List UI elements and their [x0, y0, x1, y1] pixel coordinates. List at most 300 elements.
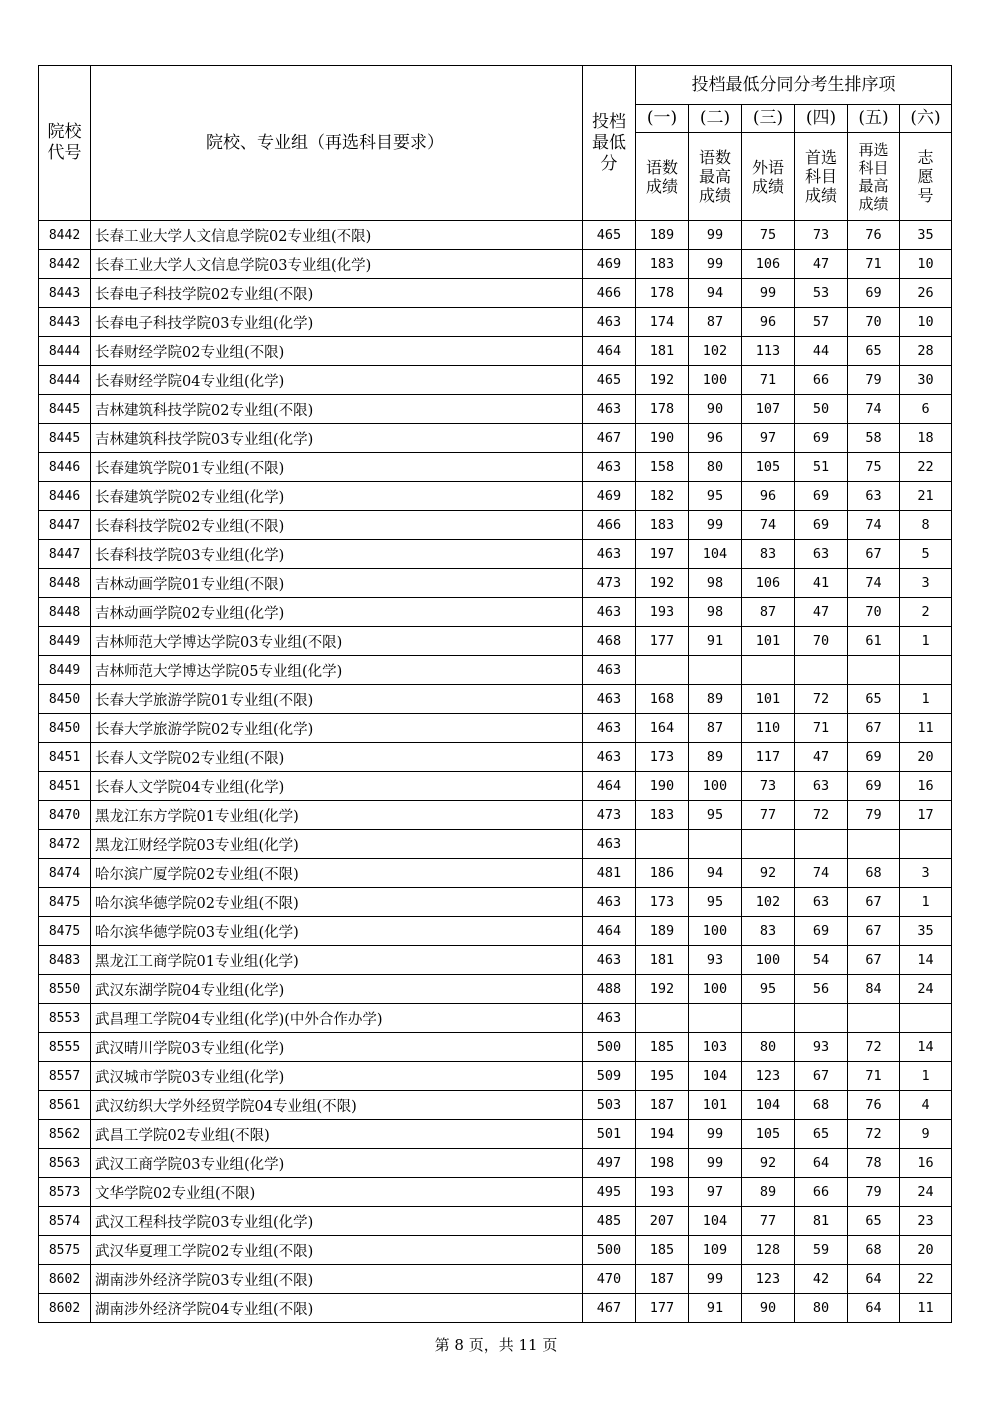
cell-chinese-math-score: 181: [636, 337, 689, 366]
table-row: [39, 511, 952, 540]
cell-foreign-language-score: 128: [742, 1236, 795, 1265]
cell-first-subject-score: 56: [795, 975, 848, 1004]
cell-school-code: 8550: [39, 975, 91, 1004]
cell-school-group: 长春财经学院04专业组(化学): [91, 366, 583, 395]
cell-foreign-language-score: [742, 1004, 795, 1033]
cell-chinese-math-score: 183: [636, 250, 689, 279]
cell-foreign-language-score: 92: [742, 1149, 795, 1178]
cell-chinese-math-max: 99: [689, 1149, 742, 1178]
cell-chinese-math-max: 94: [689, 859, 742, 888]
table-row: [39, 395, 952, 424]
cell-second-subject-max: 74: [848, 569, 900, 598]
cell-preference-number: [900, 830, 952, 859]
cell-chinese-math-score: 183: [636, 801, 689, 830]
cell-min-score: 465: [583, 221, 636, 250]
cell-second-subject-max: 67: [848, 917, 900, 946]
cell-first-subject-score: 72: [795, 801, 848, 830]
cell-school-group: 长春大学旅游学院01专业组(不限): [91, 685, 583, 714]
cell-preference-number: 1: [900, 888, 952, 917]
cell-chinese-math-max: 90: [689, 395, 742, 424]
cell-min-score: 468: [583, 627, 636, 656]
cell-school-code: 8574: [39, 1207, 91, 1236]
cell-foreign-language-score: [742, 656, 795, 685]
cell-preference-number: 2: [900, 598, 952, 627]
cell-school-code: 8561: [39, 1091, 91, 1120]
cell-foreign-language-score: 117: [742, 743, 795, 772]
table-row: [39, 453, 952, 482]
table-row: [39, 569, 952, 598]
cell-school-code: 8448: [39, 598, 91, 627]
cell-chinese-math-score: 182: [636, 482, 689, 511]
cell-chinese-math-max: [689, 830, 742, 859]
cell-school-group: 吉林建筑科技学院02专业组(不限): [91, 395, 583, 424]
cell-chinese-math-score: 186: [636, 859, 689, 888]
cell-school-group: 长春大学旅游学院02专业组(化学): [91, 714, 583, 743]
cell-chinese-math-score: 174: [636, 308, 689, 337]
cell-first-subject-score: 57: [795, 308, 848, 337]
table-row: [39, 540, 952, 569]
cell-min-score: 466: [583, 279, 636, 308]
cell-school-code: 8573: [39, 1178, 91, 1207]
cell-preference-number: 16: [900, 772, 952, 801]
cell-chinese-math-max: 104: [689, 540, 742, 569]
cell-min-score: 463: [583, 453, 636, 482]
cell-first-subject-score: 63: [795, 772, 848, 801]
cell-min-score: 501: [583, 1120, 636, 1149]
cell-school-code: 8602: [39, 1265, 91, 1294]
cell-school-group: 长春人文学院02专业组(不限): [91, 743, 583, 772]
cell-school-code: 8443: [39, 308, 91, 337]
cell-preference-number: 3: [900, 859, 952, 888]
cell-second-subject-max: 68: [848, 1236, 900, 1265]
table-row: [39, 1149, 952, 1178]
cell-foreign-language-score: 97: [742, 424, 795, 453]
cell-school-code: 8446: [39, 482, 91, 511]
cell-second-subject-max: 61: [848, 627, 900, 656]
cell-min-score: 473: [583, 569, 636, 598]
cell-second-subject-max: 71: [848, 1062, 900, 1091]
table-row: [39, 685, 952, 714]
header-school-group: 院校、专业组（再选科目要求）: [91, 66, 583, 221]
table-row: [39, 1236, 952, 1265]
cell-second-subject-max: [848, 656, 900, 685]
cell-chinese-math-max: 99: [689, 250, 742, 279]
table-row: [39, 1207, 952, 1236]
cell-min-score: 469: [583, 482, 636, 511]
cell-chinese-math-score: 198: [636, 1149, 689, 1178]
cell-second-subject-max: 74: [848, 395, 900, 424]
cell-chinese-math-max: 96: [689, 424, 742, 453]
header-order-2: (二): [689, 105, 742, 133]
cell-school-group: 文华学院02专业组(不限): [91, 1178, 583, 1207]
cell-school-code: 8447: [39, 540, 91, 569]
table-row: [39, 917, 952, 946]
cell-foreign-language-score: 123: [742, 1265, 795, 1294]
cell-school-group: 长春建筑学院01专业组(不限): [91, 453, 583, 482]
cell-school-group: 武汉纺织大学外经贸学院04专业组(不限): [91, 1091, 583, 1120]
cell-preference-number: 24: [900, 975, 952, 1004]
cell-second-subject-max: 64: [848, 1265, 900, 1294]
cell-foreign-language-score: 89: [742, 1178, 795, 1207]
cell-chinese-math-score: 177: [636, 627, 689, 656]
cell-foreign-language-score: 77: [742, 1207, 795, 1236]
header-order-4: (四): [795, 105, 848, 133]
cell-school-code: 8553: [39, 1004, 91, 1033]
cell-first-subject-score: 65: [795, 1120, 848, 1149]
cell-chinese-math-max: 100: [689, 917, 742, 946]
cell-school-code: 8474: [39, 859, 91, 888]
cell-second-subject-max: 67: [848, 946, 900, 975]
table-row: [39, 1091, 952, 1120]
page-footer: 第 8 页，共 11 页: [434, 1336, 558, 1354]
cell-foreign-language-score: 110: [742, 714, 795, 743]
cell-chinese-math-max: 87: [689, 308, 742, 337]
cell-school-group: 武汉华夏理工学院02专业组(不限): [91, 1236, 583, 1265]
cell-preference-number: 14: [900, 946, 952, 975]
cell-foreign-language-score: 83: [742, 540, 795, 569]
cell-chinese-math-max: 99: [689, 221, 742, 250]
cell-first-subject-score: 44: [795, 337, 848, 366]
cell-min-score: 464: [583, 917, 636, 946]
table-row: [39, 1033, 952, 1062]
cell-school-group: 长春工业大学人文信息学院02专业组(不限): [91, 221, 583, 250]
cell-school-code: 8557: [39, 1062, 91, 1091]
cell-chinese-math-score: 190: [636, 424, 689, 453]
cell-preference-number: 10: [900, 308, 952, 337]
cell-foreign-language-score: 73: [742, 772, 795, 801]
table-row: [39, 279, 952, 308]
cell-preference-number: 23: [900, 1207, 952, 1236]
cell-min-score: 467: [583, 424, 636, 453]
cell-preference-number: 11: [900, 1294, 952, 1323]
cell-preference-number: 17: [900, 801, 952, 830]
table-row: [39, 337, 952, 366]
cell-second-subject-max: 79: [848, 801, 900, 830]
table-row: [39, 1294, 952, 1323]
cell-first-subject-score: 51: [795, 453, 848, 482]
table-row: [39, 801, 952, 830]
table-row: [39, 772, 952, 801]
cell-min-score: 463: [583, 888, 636, 917]
cell-second-subject-max: 63: [848, 482, 900, 511]
cell-school-code: 8445: [39, 395, 91, 424]
cell-first-subject-score: 69: [795, 511, 848, 540]
cell-chinese-math-score: [636, 1004, 689, 1033]
cell-preference-number: 26: [900, 279, 952, 308]
cell-preference-number: 1: [900, 685, 952, 714]
cell-school-group: 吉林动画学院02专业组(化学): [91, 598, 583, 627]
header-order-5: (五): [848, 105, 900, 133]
cell-chinese-math-score: 158: [636, 453, 689, 482]
cell-school-code: 8450: [39, 714, 91, 743]
cell-preference-number: 28: [900, 337, 952, 366]
cell-school-code: 8442: [39, 221, 91, 250]
cell-second-subject-max: 69: [848, 279, 900, 308]
cell-preference-number: 5: [900, 540, 952, 569]
cell-first-subject-score: 72: [795, 685, 848, 714]
table-row: [39, 424, 952, 453]
cell-foreign-language-score: [742, 830, 795, 859]
cell-first-subject-score: 71: [795, 714, 848, 743]
cell-foreign-language-score: 113: [742, 337, 795, 366]
cell-school-group: 哈尔滨华德学院02专业组(不限): [91, 888, 583, 917]
cell-school-code: 8472: [39, 830, 91, 859]
cell-chinese-math-score: [636, 656, 689, 685]
cell-second-subject-max: 65: [848, 337, 900, 366]
cell-preference-number: 35: [900, 221, 952, 250]
cell-school-group: 长春电子科技学院03专业组(化学): [91, 308, 583, 337]
header-school-code: 院校 代号: [39, 66, 91, 221]
cell-chinese-math-max: 99: [689, 511, 742, 540]
cell-preference-number: 35: [900, 917, 952, 946]
cell-min-score: 509: [583, 1062, 636, 1091]
cell-second-subject-max: 74: [848, 511, 900, 540]
cell-second-subject-max: 76: [848, 1091, 900, 1120]
cell-school-group: 长春建筑学院02专业组(化学): [91, 482, 583, 511]
cell-foreign-language-score: 74: [742, 511, 795, 540]
cell-school-group: 黑龙江工商学院01专业组(化学): [91, 946, 583, 975]
cell-school-group: 武汉工商学院03专业组(化学): [91, 1149, 583, 1178]
header-subject-3: 外语 成绩: [742, 133, 795, 221]
cell-preference-number: 4: [900, 1091, 952, 1120]
cell-min-score: 463: [583, 308, 636, 337]
cell-second-subject-max: 58: [848, 424, 900, 453]
cell-school-group: 武汉工程科技学院03专业组(化学): [91, 1207, 583, 1236]
cell-chinese-math-max: 100: [689, 366, 742, 395]
cell-chinese-math-max: 100: [689, 772, 742, 801]
cell-second-subject-max: 76: [848, 221, 900, 250]
cell-second-subject-max: [848, 1004, 900, 1033]
table-row: [39, 366, 952, 395]
cell-second-subject-max: 70: [848, 308, 900, 337]
cell-chinese-math-score: 197: [636, 540, 689, 569]
cell-preference-number: 24: [900, 1178, 952, 1207]
cell-school-group: 武汉东湖学院04专业组(化学): [91, 975, 583, 1004]
cell-chinese-math-score: 189: [636, 917, 689, 946]
cell-chinese-math-max: 93: [689, 946, 742, 975]
cell-chinese-math-max: 97: [689, 1178, 742, 1207]
cell-first-subject-score: 47: [795, 250, 848, 279]
cell-first-subject-score: 53: [795, 279, 848, 308]
cell-chinese-math-max: 98: [689, 598, 742, 627]
cell-school-code: 8448: [39, 569, 91, 598]
cell-school-group: 吉林建筑科技学院03专业组(化学): [91, 424, 583, 453]
cell-min-score: 503: [583, 1091, 636, 1120]
cell-first-subject-score: 54: [795, 946, 848, 975]
cell-min-score: 463: [583, 685, 636, 714]
cell-preference-number: 22: [900, 453, 952, 482]
cell-foreign-language-score: 107: [742, 395, 795, 424]
cell-first-subject-score: 69: [795, 482, 848, 511]
cell-min-score: 497: [583, 1149, 636, 1178]
cell-min-score: 463: [583, 946, 636, 975]
cell-chinese-math-score: [636, 830, 689, 859]
table-row: [39, 975, 952, 1004]
table-row: [39, 1004, 952, 1033]
cell-school-group: 长春科技学院02专业组(不限): [91, 511, 583, 540]
cell-first-subject-score: [795, 1004, 848, 1033]
cell-preference-number: 8: [900, 511, 952, 540]
cell-chinese-math-score: 189: [636, 221, 689, 250]
cell-chinese-math-max: 98: [689, 569, 742, 598]
cell-chinese-math-score: 193: [636, 1178, 689, 1207]
cell-chinese-math-max: 94: [689, 279, 742, 308]
cell-min-score: 463: [583, 656, 636, 685]
cell-chinese-math-max: 95: [689, 888, 742, 917]
table-header: [39, 66, 952, 221]
cell-school-code: 8563: [39, 1149, 91, 1178]
cell-first-subject-score: 63: [795, 888, 848, 917]
cell-chinese-math-score: 173: [636, 743, 689, 772]
cell-chinese-math-score: 192: [636, 975, 689, 1004]
cell-foreign-language-score: 104: [742, 1091, 795, 1120]
cell-chinese-math-score: 187: [636, 1091, 689, 1120]
cell-foreign-language-score: 96: [742, 308, 795, 337]
cell-preference-number: 9: [900, 1120, 952, 1149]
cell-preference-number: 3: [900, 569, 952, 598]
cell-preference-number: 10: [900, 250, 952, 279]
cell-first-subject-score: 59: [795, 1236, 848, 1265]
cell-chinese-math-max: 102: [689, 337, 742, 366]
cell-chinese-math-score: 195: [636, 1062, 689, 1091]
cell-first-subject-score: 74: [795, 859, 848, 888]
cell-min-score: 469: [583, 250, 636, 279]
cell-first-subject-score: 80: [795, 1294, 848, 1323]
cell-school-group: 长春人文学院04专业组(化学): [91, 772, 583, 801]
cell-school-code: 8475: [39, 917, 91, 946]
cell-preference-number: 21: [900, 482, 952, 511]
cell-first-subject-score: 67: [795, 1062, 848, 1091]
cell-school-code: 8555: [39, 1033, 91, 1062]
table-body: [39, 221, 952, 1323]
cell-chinese-math-score: 185: [636, 1033, 689, 1062]
cell-first-subject-score: 68: [795, 1091, 848, 1120]
cell-chinese-math-max: 101: [689, 1091, 742, 1120]
table-row: [39, 1265, 952, 1294]
cell-school-code: 8575: [39, 1236, 91, 1265]
cell-school-group: 湖南涉外经济学院04专业组(不限): [91, 1294, 583, 1323]
cell-second-subject-max: 70: [848, 598, 900, 627]
cell-chinese-math-max: 103: [689, 1033, 742, 1062]
cell-school-group: 黑龙江东方学院01专业组(化学): [91, 801, 583, 830]
cell-preference-number: 14: [900, 1033, 952, 1062]
cell-school-code: 8446: [39, 453, 91, 482]
cell-min-score: 466: [583, 511, 636, 540]
cell-chinese-math-max: 99: [689, 1265, 742, 1294]
cell-chinese-math-max: 100: [689, 975, 742, 1004]
cell-preference-number: 22: [900, 1265, 952, 1294]
cell-min-score: 467: [583, 1294, 636, 1323]
cell-school-group: 哈尔滨华德学院03专业组(化学): [91, 917, 583, 946]
cell-foreign-language-score: 123: [742, 1062, 795, 1091]
cell-first-subject-score: 41: [795, 569, 848, 598]
cell-chinese-math-max: 89: [689, 685, 742, 714]
cell-min-score: 463: [583, 598, 636, 627]
cell-foreign-language-score: 95: [742, 975, 795, 1004]
cell-first-subject-score: 66: [795, 1178, 848, 1207]
cell-school-code: 8449: [39, 627, 91, 656]
cell-chinese-math-score: 178: [636, 279, 689, 308]
cell-preference-number: 6: [900, 395, 952, 424]
cell-chinese-math-score: 192: [636, 366, 689, 395]
cell-chinese-math-score: 193: [636, 598, 689, 627]
cell-foreign-language-score: 80: [742, 1033, 795, 1062]
cell-foreign-language-score: 96: [742, 482, 795, 511]
cell-school-group: 武汉晴川学院03专业组(化学): [91, 1033, 583, 1062]
cell-preference-number: [900, 656, 952, 685]
cell-second-subject-max: 71: [848, 250, 900, 279]
cell-foreign-language-score: 77: [742, 801, 795, 830]
cell-min-score: 465: [583, 366, 636, 395]
cell-chinese-math-max: 95: [689, 801, 742, 830]
table-row: [39, 482, 952, 511]
cell-second-subject-max: 67: [848, 714, 900, 743]
cell-second-subject-max: 68: [848, 859, 900, 888]
cell-chinese-math-max: 95: [689, 482, 742, 511]
cell-school-group: 武昌工学院02专业组(不限): [91, 1120, 583, 1149]
cell-min-score: 463: [583, 714, 636, 743]
table-row: [39, 1120, 952, 1149]
table-row: [39, 743, 952, 772]
cell-chinese-math-max: [689, 1004, 742, 1033]
cell-first-subject-score: 50: [795, 395, 848, 424]
cell-chinese-math-score: 190: [636, 772, 689, 801]
table-row: [39, 859, 952, 888]
cell-chinese-math-score: 164: [636, 714, 689, 743]
table-row: [39, 714, 952, 743]
cell-first-subject-score: 47: [795, 743, 848, 772]
cell-first-subject-score: 63: [795, 540, 848, 569]
header-subject-4: 首选 科目 成绩: [795, 133, 848, 221]
cell-school-group: 吉林师范大学博达学院03专业组(不限): [91, 627, 583, 656]
cell-school-group: 长春电子科技学院02专业组(不限): [91, 279, 583, 308]
cell-foreign-language-score: 106: [742, 569, 795, 598]
cell-chinese-math-max: 104: [689, 1062, 742, 1091]
cell-school-group: 吉林动画学院01专业组(不限): [91, 569, 583, 598]
cell-chinese-math-max: 80: [689, 453, 742, 482]
cell-preference-number: [900, 1004, 952, 1033]
cell-first-subject-score: 69: [795, 424, 848, 453]
cell-foreign-language-score: 106: [742, 250, 795, 279]
cell-preference-number: 20: [900, 1236, 952, 1265]
cell-min-score: 473: [583, 801, 636, 830]
cell-second-subject-max: 72: [848, 1120, 900, 1149]
cell-second-subject-max: 79: [848, 1178, 900, 1207]
cell-foreign-language-score: 83: [742, 917, 795, 946]
cell-first-subject-score: 93: [795, 1033, 848, 1062]
cell-min-score: 463: [583, 1004, 636, 1033]
header-order-3: (三): [742, 105, 795, 133]
cell-school-code: 8475: [39, 888, 91, 917]
cell-chinese-math-score: 187: [636, 1265, 689, 1294]
cell-school-code: 8449: [39, 656, 91, 685]
cell-second-subject-max: 79: [848, 366, 900, 395]
cell-preference-number: 30: [900, 366, 952, 395]
cell-chinese-math-max: 104: [689, 1207, 742, 1236]
header-min-score: 投档 最低 分: [583, 66, 636, 221]
table-row: [39, 250, 952, 279]
cell-chinese-math-max: 89: [689, 743, 742, 772]
cell-foreign-language-score: 102: [742, 888, 795, 917]
admission-score-table: [38, 65, 952, 1323]
table-row: [39, 656, 952, 685]
cell-school-group: 黑龙江财经学院03专业组(化学): [91, 830, 583, 859]
cell-first-subject-score: 70: [795, 627, 848, 656]
cell-foreign-language-score: 90: [742, 1294, 795, 1323]
cell-first-subject-score: [795, 656, 848, 685]
cell-preference-number: 18: [900, 424, 952, 453]
cell-min-score: 470: [583, 1265, 636, 1294]
